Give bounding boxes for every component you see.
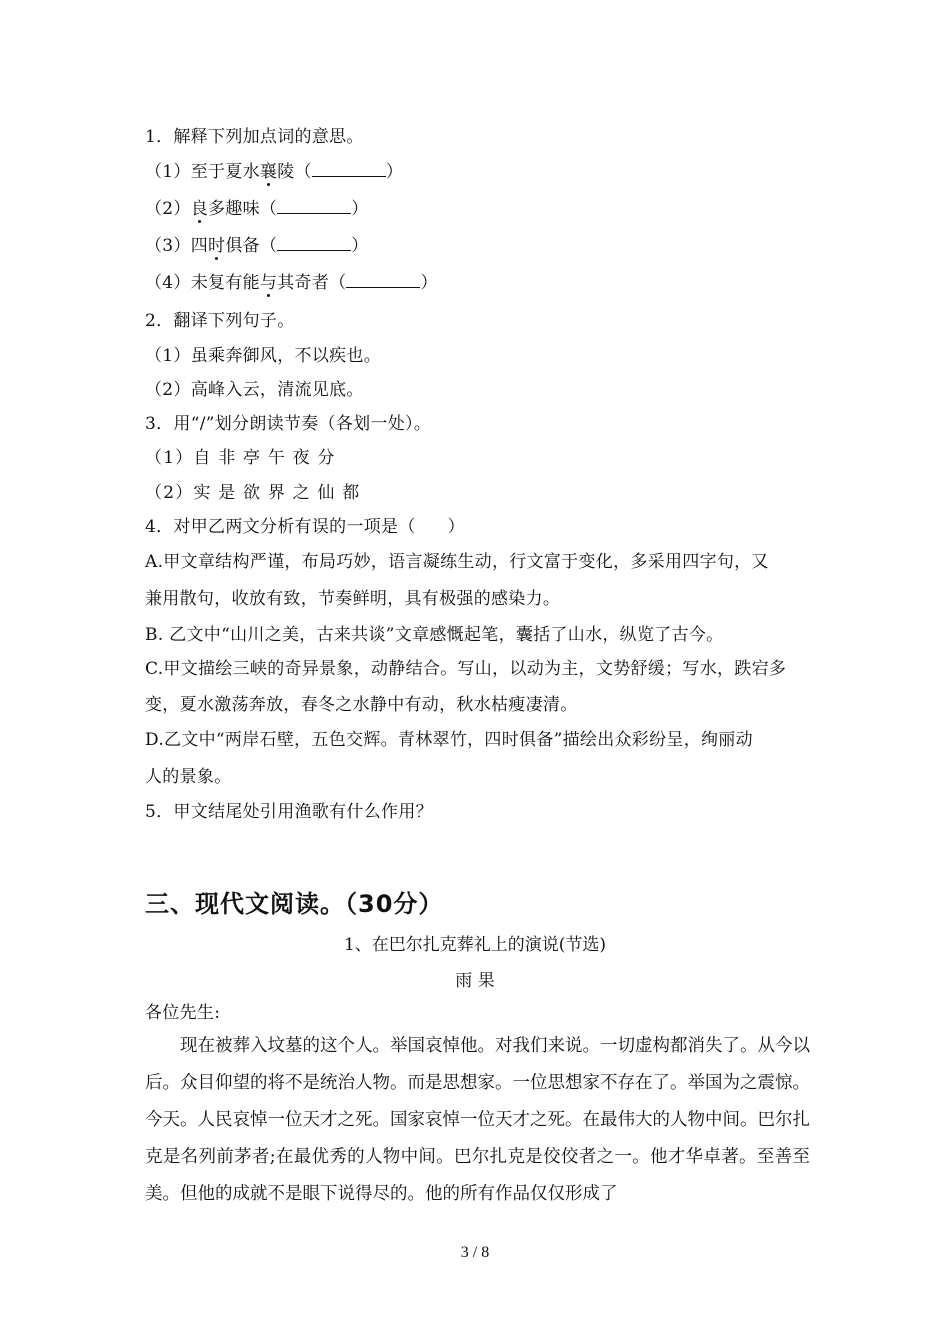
article-author: 雨 果 (455, 971, 495, 991)
q2-title: 2．翻译下列句子。 (145, 311, 295, 331)
q3-item-2: （2）实 是 欲 界 之 仙 都 (145, 483, 361, 503)
q1-item-2: （2）良多趣味（ ） (145, 199, 369, 219)
answer-blank[interactable] (277, 201, 351, 214)
article-paragraph: 现在被葬入坟墓的这个人。举国哀悼他。对我们来说。一切虚构都消失了。从今以后。众目仰望的将不是统治人物。而是思想家。一位思想家不存在了。举国为之震惊。今天。人民哀悼一位天才之死。国家哀悼一位天才之死。在最伟大的人物中间。巴尔扎克是名列前茅者;在最优秀的人物中间。巴尔扎克是佼佼者之一。他才华卓著。至善至美。但他的成就不是眼下说得尽的。他的所有作品仅仅形成了 (145, 1036, 810, 1204)
q4-option-c-line1: C.甲文描绘三峡的奇异景象，动静结合。写山，以动为主，文势舒缓；写水，跌宕多 (145, 659, 787, 679)
section-heading: 三、现代文阅读。（30分） (145, 890, 444, 918)
dotted-char: 襄 (259, 162, 278, 182)
dotted-char: 良 (190, 199, 209, 219)
q1-item-3: （3）四时俱备（ ） (145, 236, 369, 256)
q4-option-a-line1: A.甲文章结构严谨，布局巧妙，语言凝练生动，行文富于变化，多采用四字句，又 (145, 552, 769, 572)
answer-blank[interactable] (312, 164, 386, 177)
q4-option-a-line2: 兼用散句，收放有致，节奏鲜明，具有极强的感染力。 (145, 589, 561, 609)
page-number: 3 / 8 (460, 1244, 490, 1261)
q4-option-d-line2: 人的景象。 (145, 767, 232, 787)
q4-title: 4．对甲乙两文分析有误的一项是（ ） (145, 517, 465, 537)
answer-blank[interactable] (346, 275, 420, 288)
q4-option-d-line1: D.乙文中“两岸石壁，五色交辉。青林翠竹，四时俱备”描绘出众彩纷呈，绚丽动 (145, 730, 753, 750)
dotted-char: 时 (208, 236, 226, 256)
q3-title: 3．用“/”划分朗读节奏（各划一处）。 (145, 414, 432, 434)
dotted-char: 与 (259, 273, 278, 293)
q5-title: 5．甲文结尾处引用渔歌有什么作用？ (145, 802, 433, 822)
q2-item-2: （2）高峰入云，清流见底。 (145, 380, 364, 400)
q4-option-c-line2: 变，夏水激荡奔放，春冬之水静中有动，秋水枯瘦凄清。 (145, 695, 578, 715)
salutation: 各位先生: (145, 1003, 221, 1023)
article-title: 1、在巴尔扎克葬礼上的演说(节选) (343, 935, 607, 955)
q1-item-4: （4）未复有能与其奇者（ ） (145, 273, 438, 293)
q3-item-1: （1）自 非 亭 午 夜 分 (145, 448, 336, 468)
q2-item-1: （1）虽乘奔御风，不以疾也。 (145, 346, 382, 366)
q1-title: 1．解释下列加点词的意思。 (145, 127, 364, 147)
q1-item-1: （1）至于夏水襄陵（ ） (145, 162, 404, 182)
q4-option-b: B. 乙文中“山川之美，古来共谈”文章感慨起笔，囊括了山水，纵览了古今。 (145, 625, 724, 645)
answer-blank[interactable] (277, 238, 351, 251)
